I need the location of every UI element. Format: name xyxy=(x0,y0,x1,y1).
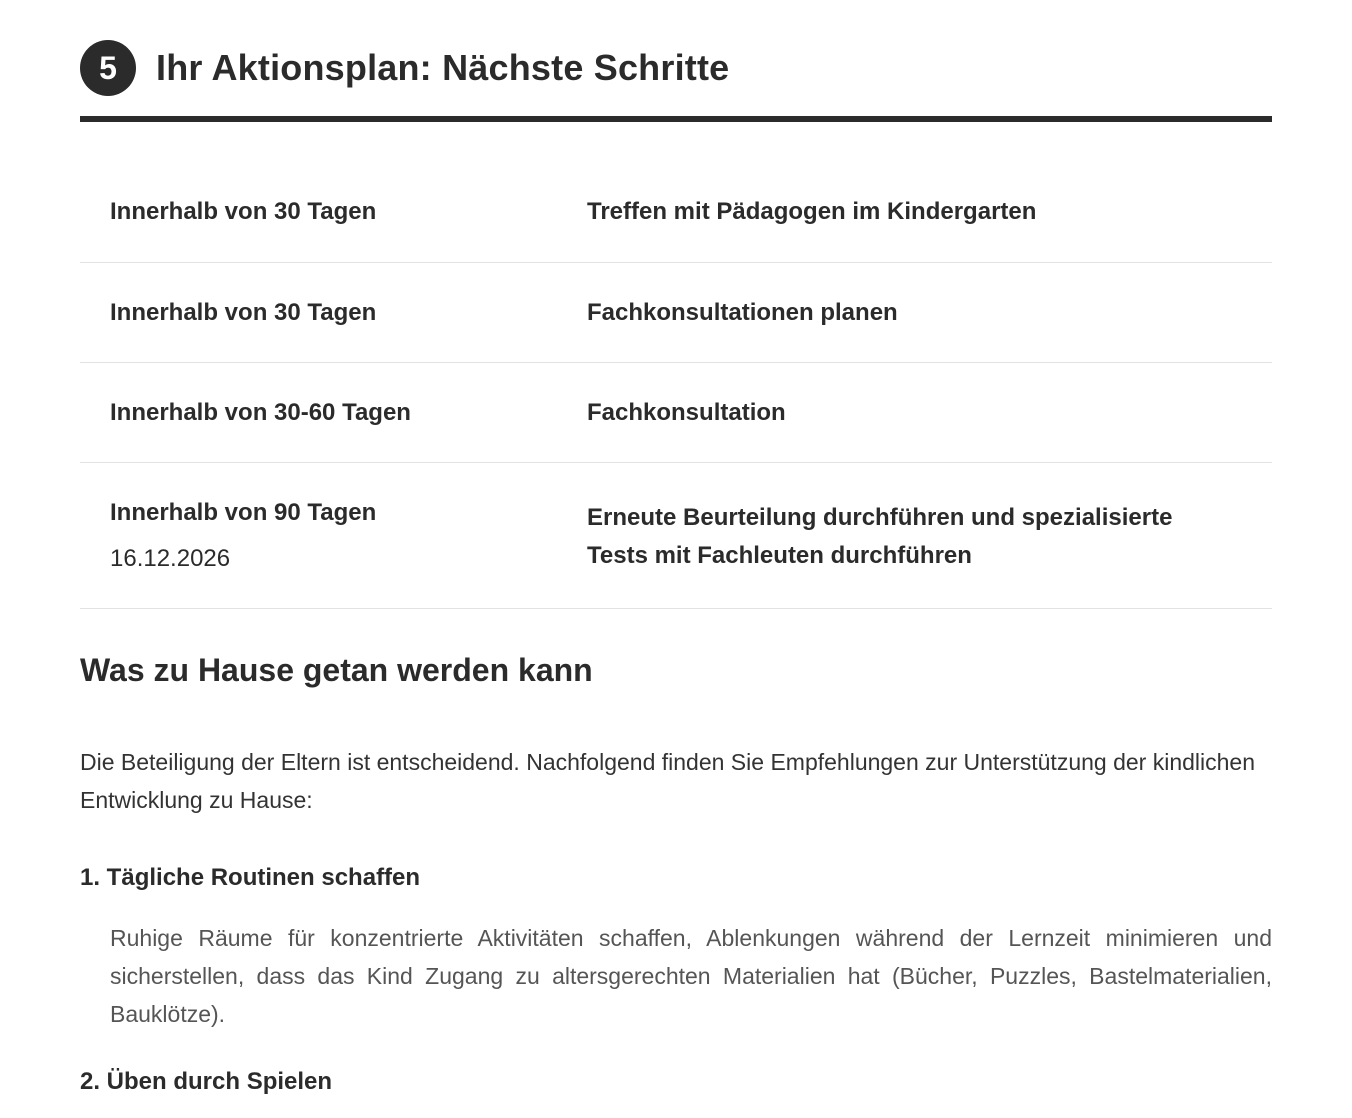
recommendation-title: 1. Tägliche Routinen schaffen xyxy=(80,864,421,891)
timeframe-label: Innerhalb von 30 Tagen xyxy=(110,198,377,225)
action-text: Fachkonsultation xyxy=(587,399,786,426)
recommendation-title: 2. Üben durch Spielen xyxy=(80,1068,333,1095)
table-row xyxy=(80,463,1272,609)
table-row xyxy=(80,263,1272,363)
timeframe-label: Innerhalb von 90 Tagen xyxy=(110,499,377,526)
action-text: Erneute Beurteilung durchführen und spezialisierte Tests mit Fachleuten durchführen xyxy=(587,504,1173,569)
section-header xyxy=(80,40,729,96)
section-divider xyxy=(80,116,1272,122)
section-title: Ihr Aktionsplan: Nächste Schritte xyxy=(156,47,730,88)
recommendation-body: Ruhige Räume für konzentrierte Aktivitäten schaffen, Ablenkungen während der Lernzeit minimieren und sicherstellen, dass das Kind Zugang zu altersgerechten Materialien hat (Bücher, Puzzles, Bastelmaterialien, Bauklötze). xyxy=(110,925,1272,1027)
home-section-title: Was zu Hause getan werden kann xyxy=(80,652,593,688)
timeframe-label: Innerhalb von 30-60 Tagen xyxy=(110,399,411,426)
timeframe-label: Innerhalb von 30 Tagen xyxy=(110,299,377,326)
table-row xyxy=(80,363,1272,463)
action-plan-table xyxy=(80,162,1272,609)
action-text: Treffen mit Pädagogen im Kindergarten xyxy=(587,198,1037,225)
action-text: Fachkonsultationen planen xyxy=(587,299,898,326)
step-number-badge: 5 xyxy=(80,40,136,96)
table-row xyxy=(80,162,1272,263)
due-date: 16.12.2026 xyxy=(110,545,231,572)
home-intro-paragraph: Die Beteiligung der Eltern ist entscheidend. Nachfolgend finden Sie Empfehlungen zur Unterstützung der kindlichen Entwicklung zu Hause: xyxy=(80,749,1255,813)
